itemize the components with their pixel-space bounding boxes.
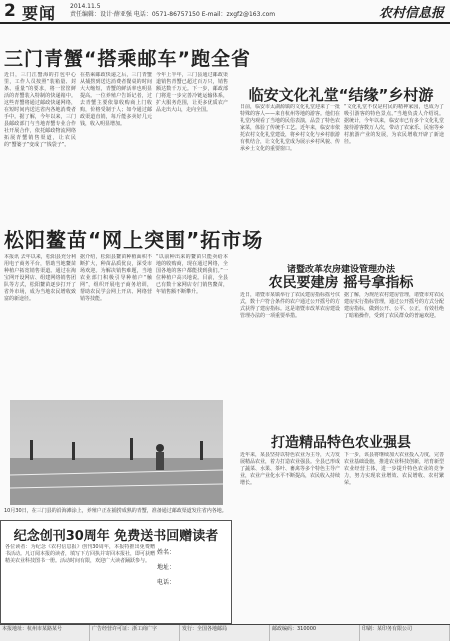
right-article3-headline: 打造精品特色农业强县 <box>271 435 411 451</box>
photo-caption: 10月30日，在三门县的沿海滩涂上，养殖户正在捕捞成熟的青蟹，准备通过邮政渠道发往省内各地。 <box>4 508 227 514</box>
date-line <box>70 3 275 19</box>
right-article3-col2: 下一步，该县将继续加大农业投入力度，完善农业基础设施，推进农业科技创新，培育新型农业经营主体，进一步提升特色农业的竞争力，努力实现农业增效、农民增收、农村繁荣。 <box>344 452 444 486</box>
article1-col2: 在搭乘邮政快递之后，三门青蟹从捕捞到送达消费者餐桌的时间大大缩短，青蟹的鲜活率也明显提高。一位养殖户告诉记者，过去青蟹主要依靠收购商上门收购，价格受制于人；如今通过邮政渠道直销，每斤能多卖好几元钱，收入明显增加。 <box>80 72 152 127</box>
footer-distribution: 发行：全国各地邮局 <box>180 625 270 641</box>
anniversary-ad <box>0 520 232 624</box>
right-article1-col2: “文化礼堂不仅是村民的精神家园，也成为了吸引游客的特色景点。”当地负责人介绍说。据统计，今年以来，临安市已有多个文化礼堂接待游客数万人次，带动了农家乐、民宿等乡村旅游产业的发展，为农民增收开辟了新途径。 <box>344 104 444 145</box>
footer-license: 广告经营许可证：浙工商广字 <box>90 625 180 641</box>
right-article2-col2: 据了解，为规范农村建房管理，诸暨市对农民建房实行指标管理，通过公开摇号的方式分配建房指标，做到公开、公平、公正，有效杜绝了暗箱操作，受到了农民群众的普遍欢迎。 <box>344 292 444 319</box>
photo-illustration <box>10 400 223 505</box>
right-article2-headline: 农民要建房 摇号拿指标 <box>268 275 414 291</box>
article2-col2: 据介绍，松阳县鳌苗种植面积不断扩大，种苗品质优良，深受市场欢迎。为解决销售难题，当地农业部门积极引导种植户“触网”，组织开展电子商务培训，帮助农民学会网上开店、网络营销等技能。 <box>80 254 152 302</box>
article2-col1: 本报讯 去年以来，松阳县充分利用电子商务平台，帮助当地鳌苗种植户拓宽销售渠道。通过在淘宝网开设网店、组建网络销售团队等方式，松阳鳌苗逐步打开了省外市场，成为当地农民增收致富的新途径。 <box>4 254 76 302</box>
article1-headline: 三门青蟹“搭乘邮车”跑全省 <box>4 48 251 70</box>
article2-col3: “以前种出来的鳌苗只能卖给本地的收购商，现在通过网络，全国各地的客户都能找到我们。”一位种植户高兴地说。目前，全县已有数十家网店专门销售鳌苗，年销售额不断攀升。 <box>156 254 228 295</box>
article1-col3: 今年上半年，三门县通过邮政渠道销售青蟹已超过百万只，销售额达数千万元。下一步，邮政部门将进一步完善冷链运输体系，扩大服务范围，让更多优质农产品走出大山，走向全国。 <box>156 72 228 113</box>
form-phone-label: 电话： <box>157 579 176 586</box>
article2-headline: 松阳鳌苗“网上突围”拓市场 <box>4 228 264 252</box>
editor-info: 责任编辑：设计·薛亚强 电话：0571-86757150 E-mail：zxgf2@163.com <box>70 11 276 18</box>
footer-printer: 印刷：某印务有限公司 <box>360 625 450 641</box>
right-article1-col1: 日前，临安市太湖源镇的文化礼堂迎来了一批特殊的客人——来自杭州等地的游客。他们在礼堂内观看了当地的民俗表演，品尝了特色农家菜，体验了传统手工艺。近年来，临安市依托农村文化礼堂建设，将乡村文化与乡村旅游有机结合，让文化礼堂成为展示乡村风貌、传承乡土文化的重要窗口。 <box>240 104 340 152</box>
right-article2-col1: 近日，诸暨市某镇举行了农民建房指标摇号仪式，数十户符合条件的农户通过公开摇号的方式获得了建房指标。这是诸暨市改革农房建设管理办法的一项重要举措。 <box>240 292 340 319</box>
form-name-label: 姓名： <box>157 549 176 556</box>
ad-headline: 纪念创刊30周年 免费送书回赠读者 <box>13 529 219 544</box>
ad-body: 各位读者：为纪念《农村信息报》创刊30周年，本报特推出免费赠书活动。凡订阅本报的读者，填写下方回执并寄回本报社，即可获赠精美农业科技图书一册。活动时间有限，欢迎广大读者踊跃参与。 <box>5 544 155 564</box>
right-article3-col1: 近年来，某县坚持以特色农业为主导，大力发展精品农业，着力打造农业强县。全县已形成了蔬菜、水果、茶叶、畜禽等多个特色主导产业，农业产业化水平不断提高，农民收入持续增长。 <box>240 452 340 486</box>
news-photo <box>10 400 223 505</box>
footer-postcode: 邮政编码：310000 <box>270 625 360 641</box>
issue-date: 2014.11.5 <box>70 3 101 10</box>
page-footer <box>0 624 450 641</box>
masthead <box>0 0 450 24</box>
reply-form <box>157 545 229 617</box>
section-title: 要闻 <box>22 4 57 23</box>
right-article2-kicker: 诸暨改革农房建设管理办法 <box>286 265 395 275</box>
form-address-label: 地址： <box>157 564 176 571</box>
footer-address: 本报地址：杭州市某路某号 <box>0 625 90 641</box>
article1-col1: 近日，三门江蟹海的打包中心里，工作人员按照“装箱量、封条、重量”的要求，将一筐筐鲜活的青蟹装入特制的快递箱中。这些青蟹将通过邮政快递网络，在短时间内送达省内各地消费者手中。据了解，今年以来，三门县邮政部门与当地青蟹专业合作社开展合作，依托邮政物流网络拓展青蟹销售渠道，让农民的“蟹篓子”变成了“钱袋子”。 <box>4 72 76 148</box>
newspaper-logo: 农村信息报 <box>378 6 444 21</box>
right-article1-headline: 临安文化礼堂“结缘”乡村游 <box>248 86 434 104</box>
page-number: 2 <box>4 1 16 21</box>
